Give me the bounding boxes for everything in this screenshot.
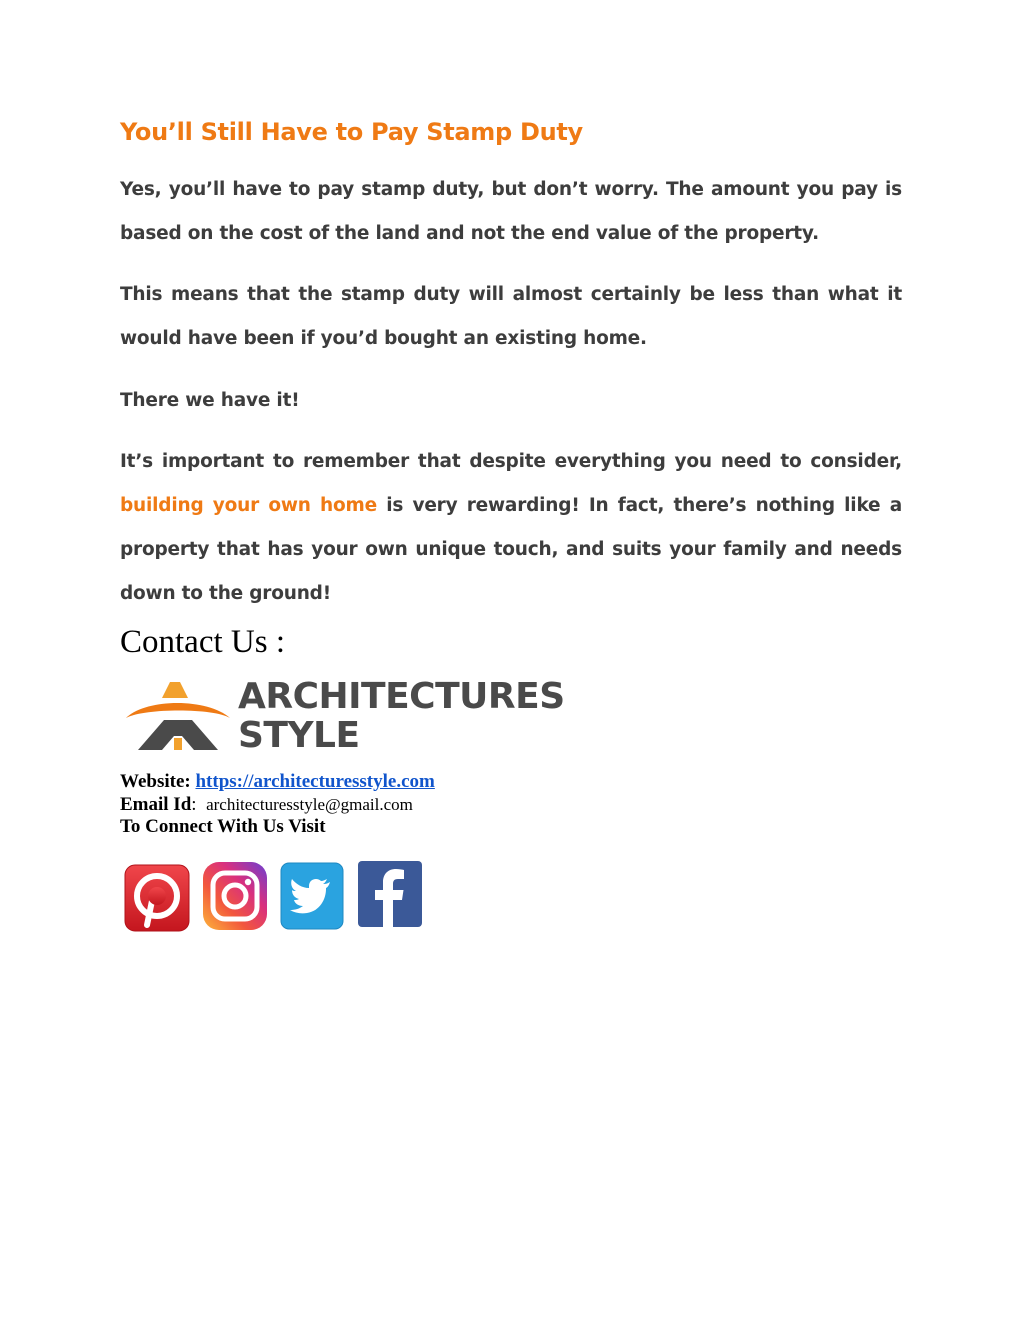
facebook-icon[interactable] bbox=[357, 860, 423, 928]
website-link[interactable]: https://architecturesstyle.com bbox=[195, 771, 435, 792]
instagram-icon[interactable] bbox=[202, 859, 268, 933]
email-value: architecturesstyle@gmail.com bbox=[206, 795, 413, 814]
section-heading: You’ll Still Have to Pay Stamp Duty bbox=[120, 118, 583, 146]
email-label: Email Id bbox=[120, 794, 192, 815]
connect-text: To Connect With Us Visit bbox=[120, 816, 326, 837]
contact-title: Contact Us : bbox=[120, 624, 285, 660]
logo-roof-icon bbox=[122, 676, 234, 756]
conclusion-text-end: is very rewarding! In fact, there’s nothing like a property that has your own unique touch, and suits your family and needs down to the ground! bbox=[120, 495, 902, 604]
conclusion-text-start: It’s important to remember that despite everything you need to consider, bbox=[120, 451, 902, 472]
website-line bbox=[120, 771, 435, 793]
logo-text-line2: STYLE bbox=[238, 715, 360, 756]
building-your-own-home-link[interactable]: building your own home bbox=[120, 495, 377, 516]
twitter-icon[interactable] bbox=[280, 862, 344, 930]
paragraph-less-duty: This means that the stamp duty will almost certainly be less than what it would have been if you’d bought an existing home. bbox=[120, 284, 902, 349]
logo-text-line1: ARCHITECTURES bbox=[238, 676, 565, 717]
pinterest-icon[interactable] bbox=[123, 863, 191, 933]
email-line bbox=[120, 794, 413, 816]
paragraph-there-we-have-it: There we have it! bbox=[120, 390, 300, 411]
paragraph-conclusion bbox=[120, 440, 902, 616]
company-logo bbox=[122, 676, 565, 756]
email-separator: : bbox=[191, 794, 197, 815]
paragraph-stamp-duty: Yes, you’ll have to pay stamp duty, but don’t worry. The amount you pay is based on the cost of the land and not the end value of the property. bbox=[120, 179, 902, 244]
website-label: Website: bbox=[120, 771, 191, 792]
